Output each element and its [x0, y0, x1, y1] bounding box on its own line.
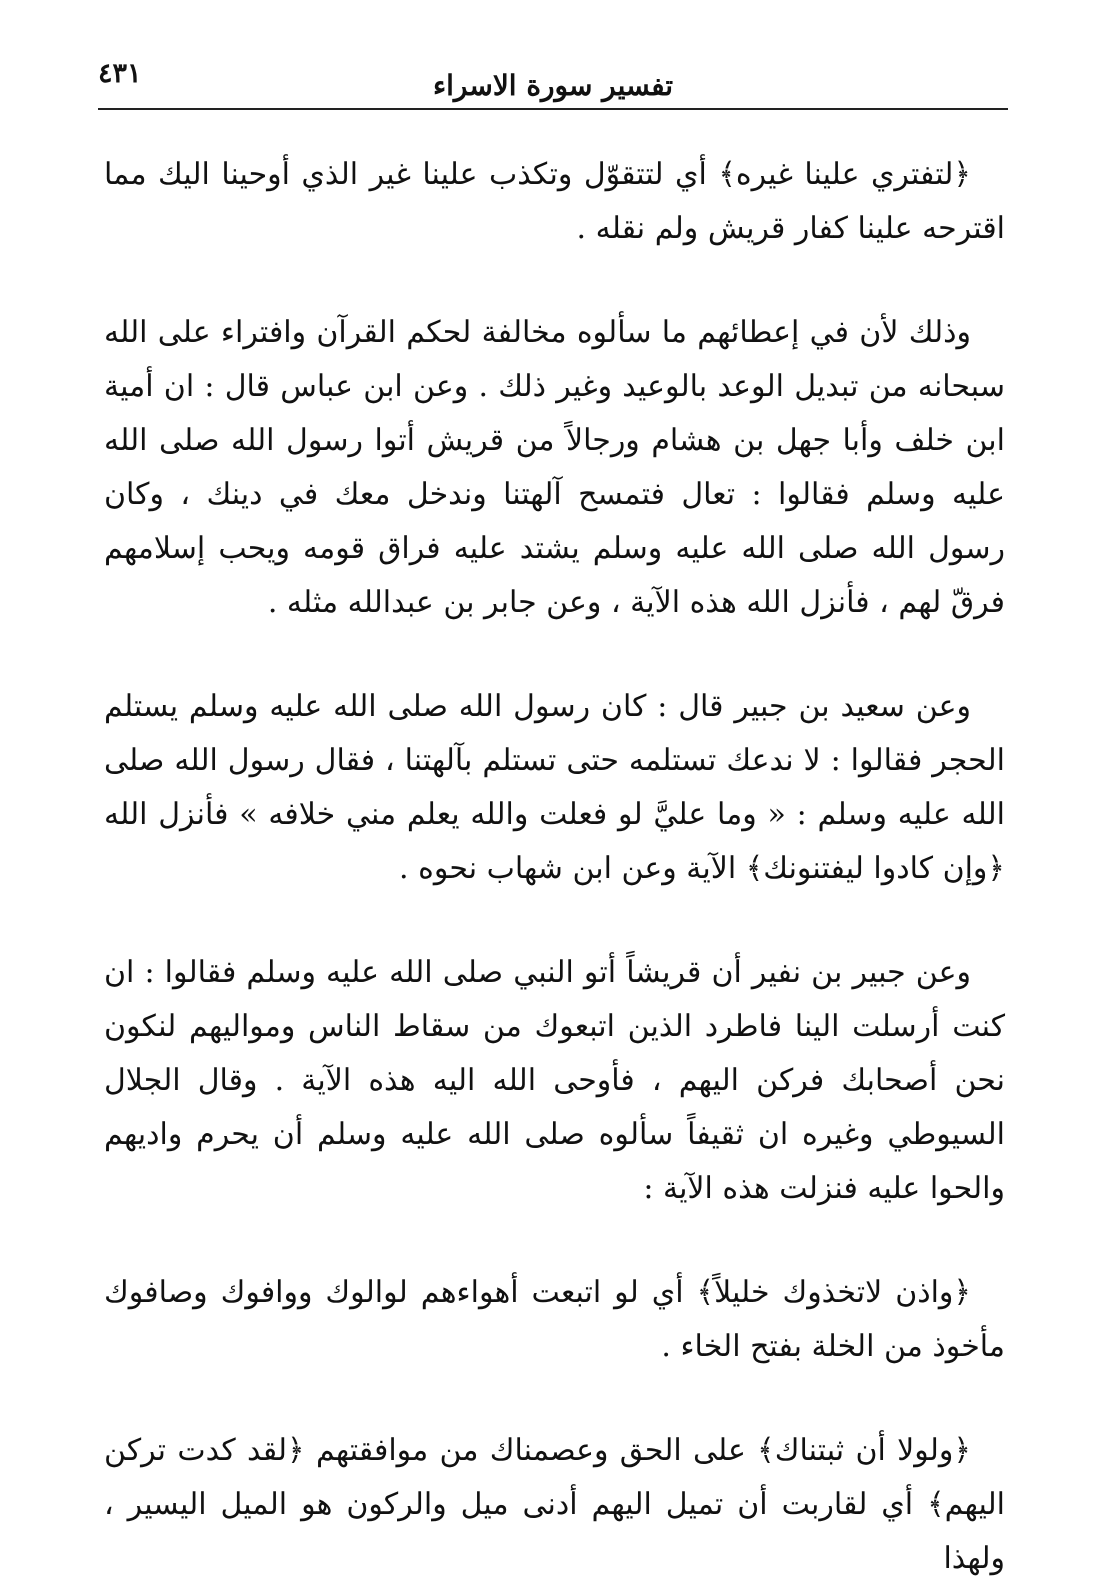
- paragraph-gap: [104, 1216, 1005, 1266]
- header-divider: [98, 108, 1008, 110]
- body-text: [104, 148, 1005, 1586]
- paragraph-6: ﴿ولولا أن ثبتناك﴾ على الحق وعصمناك من موافقتهم ﴿لقد كدت تركن اليهم﴾ أي لقاربت أن تميل اليهم أدنى ميل والركون هو الميل اليسير ، ولهذا: [104, 1433, 1005, 1576]
- paragraph-gap: [104, 256, 1005, 306]
- paragraph-5: ﴿واذن لاتخذوك خليلاً﴾ أي لو اتبعت أهواءهم لوالوك ووافوك وصافوك مأخوذ من الخلة بفتح الخاء .: [104, 1275, 1005, 1364]
- running-title: تفسير سورة الاسراء: [432, 69, 674, 102]
- page-number: ٤٣١: [98, 58, 142, 89]
- paragraph-gap: [104, 630, 1005, 680]
- page-header: [98, 58, 1008, 108]
- paragraph-2: وذلك لأن في إعطائهم ما سألوه مخالفة لحكم القرآن وافتراء على الله سبحانه من تبديل الوعد بالوعيد وغير ذلك . وعن ابن عباس قال : ان أمية ابن خلف وأبا جهل بن هشام ورجالاً من قريش أتوا رسول الله صلى الله عليه وسلم فقالوا : تعال فتمسح آلهتنا وندخل معك في دينك ، وكان رسول الله صلى الله عليه وسلم يشتد عليه فراق قومه ويحب إسلامهم فرقّ لهم ، فأنزل الله هذه الآية ، وعن جابر بن عبدالله مثله .: [104, 315, 1005, 620]
- paragraph-1: ﴿لتفتري علينا غيره﴾ أي لتتقوّل وتكذب علينا غير الذي أوحينا اليك مما اقترحه علينا كفار قريش ولم نقله .: [104, 157, 1005, 246]
- paragraph-gap: [104, 1374, 1005, 1424]
- paragraph-3: وعن سعيد بن جبير قال : كان رسول الله صلى الله عليه وسلم يستلم الحجر فقالوا : لا ندعك تستلمه حتى تستلم بآلهتنا ، فقال رسول الله صلى الله عليه وسلم : « وما عليَّ لو فعلت والله يعلم مني خلافه » فأنزل الله ﴿وإن كادوا ليفتنونك﴾ الآية وعن ابن شهاب نحوه .: [104, 689, 1005, 886]
- paragraph-gap: [104, 896, 1005, 946]
- paragraph-4: وعن جبير بن نفير أن قريشاً أتو النبي صلى الله عليه وسلم فقالوا : ان كنت أرسلت الينا فاطرد الذين اتبعوك من سقاط الناس ومواليهم لنكون نحن أصحابك فركن اليهم ، فأوحى الله اليه هذه الآية . وقال الجلال السيوطي وغيره ان ثقيفاً سألوه صلى الله عليه وسلم أن يحرم واديهم والحوا عليه فنزلت هذه الآية :: [104, 955, 1005, 1206]
